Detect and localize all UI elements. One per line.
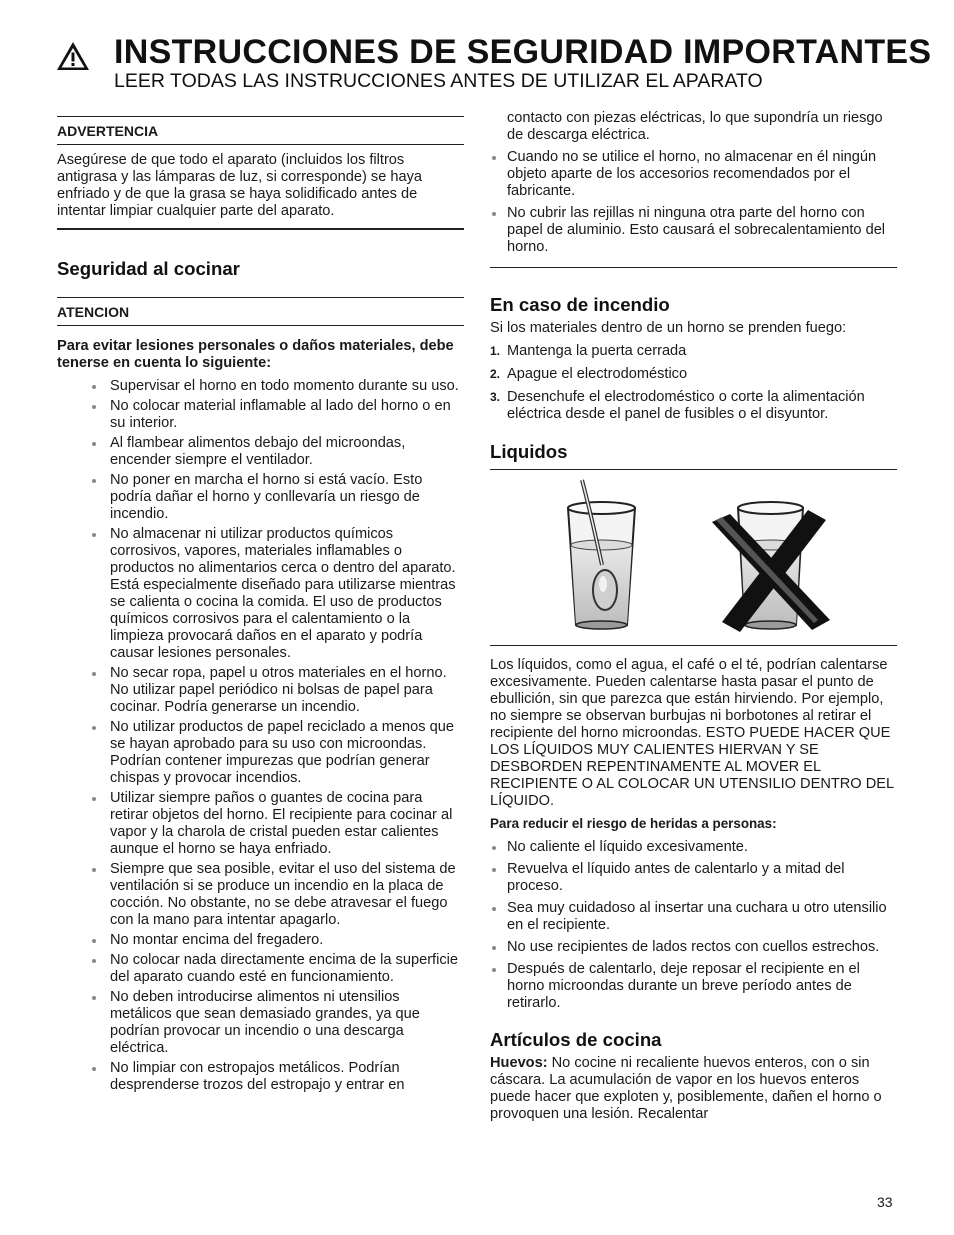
list-item: Cuando no se utilice el horno, no almacenar en él ningún objeto aparte de los accesorios recomendados por el fabricante. — [490, 149, 897, 200]
list-item: Sea muy cuidadoso al insertar una cuchara u otro utensilio en el recipiente. — [490, 900, 897, 934]
warning-text: Asegúrese de que todo el aparato (incluidos los filtros antigrasa y las lámparas de luz, si corresponde) se haya enfriado y de que la grasa se haya solidificado antes de intentar limpiar cualquier parte del aparato. — [57, 152, 423, 219]
list-item: contacto con piezas eléctricas, lo que supondría un riesgo de descarga eléctrica. — [507, 110, 883, 143]
glass-illustration — [490, 469, 897, 646]
cooking-safety-heading: Seguridad al cocinar — [57, 258, 240, 279]
list-item: Siempre que sea posible, evitar el uso del sistema de ventilación si se produce un incendio en la placa de cocción. No obstante, no se debe atravesar el fuego con la mano para intentar apagarlo. — [57, 861, 464, 929]
fire-heading: En caso de incendio — [490, 294, 670, 315]
page-subtitle: LEER TODAS LAS INSTRUCCIONES ANTES DE UTILIZAR EL APARATO — [114, 70, 763, 92]
warning-label: ADVERTENCIA — [57, 123, 159, 139]
list-item: No caliente el líquido excesivamente. — [490, 839, 897, 856]
warning-box — [57, 116, 464, 230]
warning-triangle-icon — [56, 41, 90, 71]
cookware-heading: Artículos de cocina — [490, 1029, 662, 1050]
list-item: 2. Apague el electrodoméstico — [490, 366, 688, 382]
cooking-safety-list — [57, 378, 464, 1094]
list-item: Utilizar siempre paños o guantes de cocina para retirar objetos del horno. El recipiente para cocinar al vapor y la charola de cristal pueden estar calientes aunque el horno se haya enfriado. — [57, 790, 464, 858]
caution-box — [57, 297, 464, 326]
list-item: No deben introducirse alimentos ni utensilios metálicos que sean demasiado grandes, ya que podrían provocar un incendio o una descarga eléctrica. — [57, 989, 464, 1057]
list-item: No almacenar ni utilizar productos químicos corrosivos, vapores, materiales inflamables o productos no alimentarios cerca o dentro del aparato. Está especialmente diseñado para utilizarse mientras se calienta o cocina la comida. El uso de productos químicos corrosivos para el calentamiento o la limpieza provocará daños en el aparato y podría causar lesiones personales. — [57, 526, 464, 662]
page-title: INSTRUCCIONES DE SEGURIDAD IMPORTANTES — [114, 33, 932, 71]
fire-intro: Si los materiales dentro de un horno se prenden fuego: — [490, 320, 847, 336]
list-item: Después de calentarlo, deje reposar el recipiente en el horno microondas durante un breve período antes de retirarlo. — [490, 961, 897, 1012]
list-item: No secar ropa, papel u otros materiales en el horno. No utilizar papel periódico ni bolsas de papel para cocinar. Podría generarse un incendio. — [57, 665, 464, 716]
cookware-paragraph — [490, 1055, 897, 1123]
eggs-text: No cocine ni recaliente huevos enteros, con o sin cáscara. La acumulación de vapor en los huevos enteros puede hacer que exploten y, posiblemente, dañen el horno o provoquen una lesión. Recalentar — [490, 1055, 882, 1122]
list-item: 1. Mantenga la puerta cerrada — [490, 343, 687, 359]
list-item: No poner en marcha el horno si está vacío. Esto podría dañar el horno y conllevaría un riesgo de incendio. — [57, 472, 464, 523]
page-number: 33 — [877, 1194, 893, 1210]
liquids-list — [490, 839, 897, 1012]
liquids-lead: Para reducir el riesgo de heridas a personas: — [490, 816, 777, 831]
list-item: No colocar nada directamente encima de la superficie del aparato cuando esté en funcionamiento. — [57, 952, 464, 986]
glass-with-spoon-illustration — [490, 470, 897, 645]
list-item: No colocar material inflamable al lado del horno o en su interior. — [57, 398, 464, 432]
caution-label: ATENCION — [57, 304, 130, 320]
fire-steps — [490, 343, 897, 423]
list-item: No cubrir las rejillas ni ninguna otra parte del horno con papel de aluminio. Esto causará el sobrecalentamiento del horno. — [490, 205, 897, 256]
list-item: No utilizar productos de papel reciclado a menos que se hayan aprobado para su uso con microondas. Podrían contener impurezas que podrían generar chispas y provocar incendios. — [57, 719, 464, 787]
list-item: No montar encima del fregadero. — [57, 932, 464, 949]
continued-list — [490, 110, 897, 256]
continued-list-block — [490, 110, 897, 268]
list-item: No limpiar con estropajos metálicos. Podrían desprenderse trozos del estropajo y entrar en — [57, 1060, 464, 1094]
eggs-label: Huevos: — [490, 1055, 548, 1071]
left-column — [57, 116, 464, 1097]
list-item: Supervisar el horno en todo momento durante su uso. — [57, 378, 464, 395]
list-item: Al flambear alimentos debajo del microondas, encender siempre el ventilador. — [57, 435, 464, 469]
right-column — [490, 110, 897, 1123]
liquids-paragraph: Los líquidos, como el agua, el café o el té, podrían calentarse excesivamente. Pueden calentarse hasta pasar el punto de ebullición, sin que parezca que están hirviendo. Por ejemplo, no siempre se observan burbujas ni borbotones al retirar el recipiente del horno microondas. ESTO PUEDE HACER QUE LOS LÍQUIDOS MUY CALIENTES HIERVAN Y SE DESBORDEN REPENTINAMENTE AL MOVER EL RECIPIENTE O AL COLOCAR UN UTENSILIO DENTRO DEL LÍQUIDO. — [490, 657, 894, 809]
cooking-safety-lead: Para evitar lesiones personales o daños materiales, debe tenerse en cuenta lo siguiente: — [57, 338, 454, 371]
list-item: Revuelva el líquido antes de calentarlo y a mitad del proceso. — [490, 861, 897, 895]
list-item: 3. Desenchufe el electrodoméstico o corte la alimentación eléctrica desde el panel de fusibles o el disyuntor. — [490, 389, 865, 422]
list-item: No use recipientes de lados rectos con cuellos estrechos. — [490, 939, 897, 956]
liquids-heading: Liquidos — [490, 441, 568, 462]
